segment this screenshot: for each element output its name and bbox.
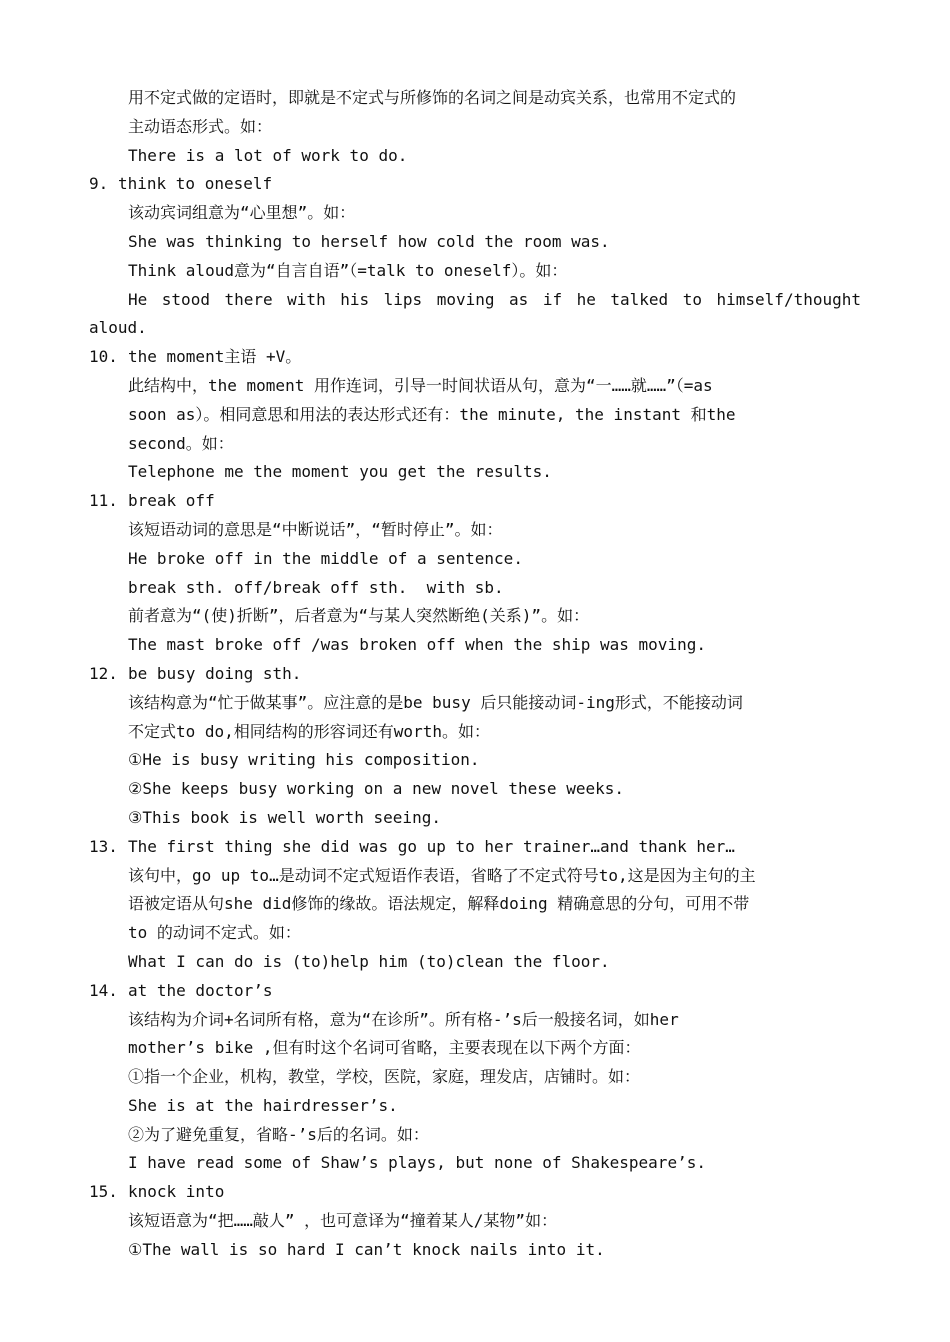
body-line: 不定式to do,相同结构的形容词还有worth。如： — [128, 721, 490, 741]
body-line: 该句中，go up to…是动词不定式短语作表语，省略了不定式符号to,这是因为主句的主 — [128, 865, 756, 885]
item-title: at the doctor’s — [128, 980, 273, 1000]
continuation-line: aloud. — [89, 318, 147, 338]
body-line: He broke off in the middle of a sentence. — [128, 548, 523, 568]
body-line: I have read some of Shaw’s plays, but none of Shakespeare’s. — [128, 1153, 706, 1173]
document-page — [89, 84, 861, 1265]
item-heading — [89, 343, 861, 372]
item-heading — [89, 660, 861, 689]
body-line: 此结构中，the moment 用作连词，引导一时间状语从句，意为“一……就……”（=as — [128, 375, 713, 395]
item-title: The first thing she did was go up to her trainer…and thank her… — [128, 836, 735, 856]
item-number: 13. — [89, 836, 118, 856]
item-title: knock into — [128, 1182, 225, 1202]
body-line: to 的动词不定式。如： — [128, 923, 301, 943]
item-heading — [89, 1178, 861, 1207]
item-heading — [89, 487, 861, 516]
body-line: ②She keeps busy working on a new novel these weeks. — [128, 779, 624, 799]
body-line: ①The wall is so hard I can’t knock nails into it. — [128, 1239, 605, 1259]
body-line: second。如： — [128, 433, 234, 453]
item-title: think to oneself — [118, 174, 273, 194]
item-number: 15. — [89, 1182, 118, 1202]
body-line: 主动语态形式。如： — [128, 116, 273, 136]
item-heading — [89, 170, 861, 199]
item-title: the moment主语 +V。 — [128, 347, 302, 367]
body-line: 该结构意为“忙于做某事”。应注意的是be busy 后只能接动词-ing形式，不能接动词 — [128, 692, 743, 712]
body-line: He stood there with his lips moving as if he talked to himself/thought — [128, 289, 861, 309]
body-line: break sth. off/break off sth. with sb. — [128, 577, 504, 597]
item-number: 11. — [89, 491, 118, 511]
body-line: ②为了避免重复，省略-’s后的名词。如： — [128, 1124, 429, 1144]
item-heading — [89, 833, 861, 862]
body-line: There is a lot of work to do. — [128, 145, 408, 165]
body-line: 该动宾词组意为“心里想”。如： — [128, 203, 356, 223]
body-line: Telephone me the moment you get the results. — [128, 462, 552, 482]
body-line: She is at the hairdresser’s. — [128, 1095, 398, 1115]
body-line: ①He is busy writing his composition. — [128, 750, 480, 770]
item-number: 12. — [89, 663, 118, 683]
item-number: 14. — [89, 980, 118, 1000]
body-line: The mast broke off /was broken off when the ship was moving. — [128, 635, 706, 655]
item-title: be busy doing sth. — [128, 663, 302, 683]
body-line: She was thinking to herself how cold the room was. — [128, 231, 610, 251]
item-number: 9. — [89, 174, 109, 194]
item-title: break off — [128, 491, 215, 511]
item-number: 10. — [89, 347, 118, 367]
body-line: 该结构为介词+名词所有格，意为“在诊所”。所有格-’s后一般接名词，如her — [128, 1009, 679, 1029]
body-line: 前者意为“(使)折断”，后者意为“与某人突然断绝(关系)”。如： — [128, 606, 590, 626]
body-line: 语被定语从句she did修饰的缘故。语法规定，解释doing 精确意思的分句，可用不带 — [128, 894, 750, 914]
item-heading — [89, 977, 861, 1006]
body-line: soon as）。相同意思和用法的表达形式还有：the minute, the instant 和the — [128, 404, 736, 424]
body-line: ③This book is well worth seeing. — [128, 807, 441, 827]
body-line: 用不定式做的定语时，即就是不定式与所修饰的名词之间是动宾关系，也常用不定式的 — [128, 88, 737, 107]
body-line: Think aloud意为“自言自语”（=talk to oneself）。如： — [128, 260, 568, 280]
body-line: 该短语动词的意思是“中断说话”，“暂时停止”。如： — [128, 519, 503, 539]
body-line: mother’s bike ,但有时这个名词可省略，主要表现在以下两个方面： — [128, 1038, 641, 1058]
body-line: What I can do is (to)help him (to)clean the floor. — [128, 951, 610, 971]
body-line: ①指一个企业，机构，教堂，学校，医院，家庭，理发店，店铺时。如： — [128, 1067, 641, 1087]
body-line: 该短语意为“把……敲人” ，也可意译为“撞着某人/某物”如： — [128, 1211, 558, 1231]
